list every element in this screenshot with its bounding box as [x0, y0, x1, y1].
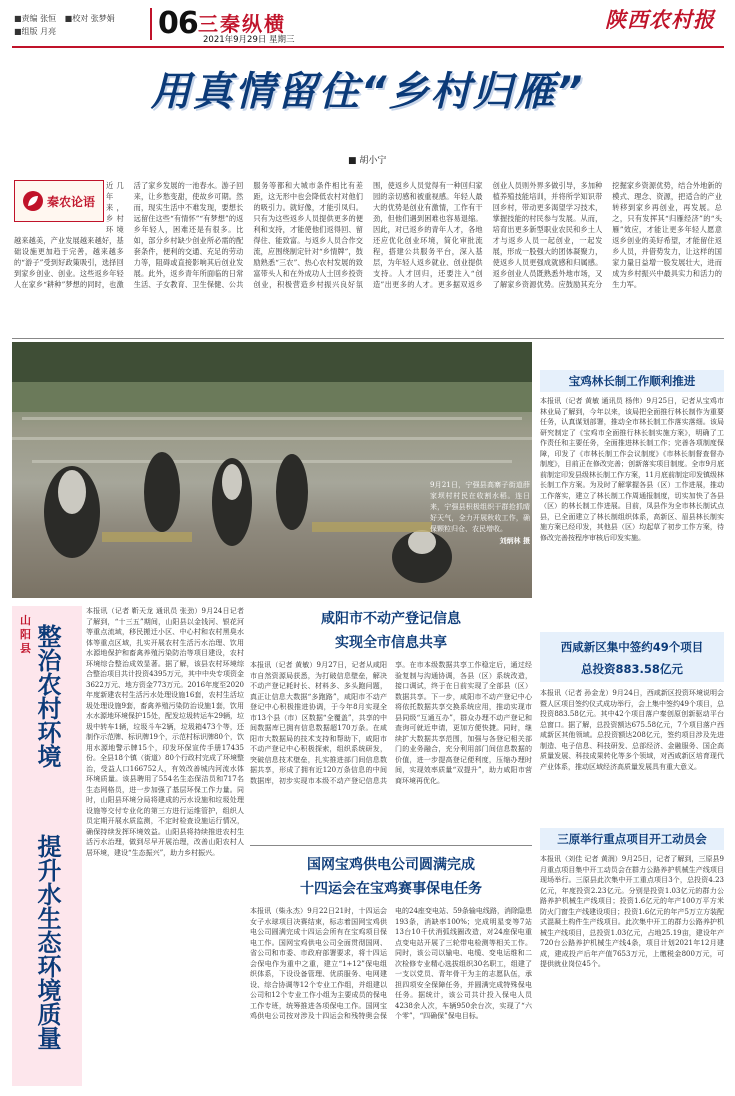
- grid-body: [250, 906, 532, 1078]
- xixian-body: [540, 688, 724, 816]
- shanyang-text: 本报讯（记者 靳天龙 通讯员 张劲）9月24日记者了解到，“十三五”期间，山阳县以金钱河、银花河等重点流域，移民搬迁小区、中心村和农村黑臭水体等重点区域，扎实开展农村生活污水治理、饮用水源地保护和畜禽养殖污染防治等项目建设，农村环境综合整治成效显著。据了解，该县农村环境综合整治项目共计投资4395万元，其中中央专项资金3622万元、地方资金773万元。2016年度至2020年度新建农村生活污水处理设施16套，农村生活垃圾处理设施9套，畜禽养殖污染防治设施1套，饮用水水源地环境保护15处，配发垃圾转运车29辆，垃圾中转车1辆，垃圾斗车2辆，垃圾箱473个等，还制作示范牌、标识牌19个，示范村标识牌80个，饮用水源地警示牌15个，印发环保宣传手册17435份。全县18个镇（街道）80个行政村完成了环境整治，受益人口166752人，有效改善城内河流水体环境质量。该县聘用了554名生态保洁员和717名生态网格员，进一步加强了基层环保工作力量。同时，山阳县环境分局将建成的污水设施和垃圾处理设施等交付专业化的第三方进行运维管护，组织人员定期开展水质监测，不定时检查设施运行情况，确保持续发挥环境效益。山阳县将持续推进农村生活污水治理，做到尽早开展治理，改善山阳农村人居环境，建设“生态振兴”，助力乡村振兴。: [86, 607, 244, 857]
- opinion-body: [14, 180, 722, 340]
- xixian-text: 本报讯（记者 孙金龙）9月24日，西咸新区投资环境说明会暨人区项目签约仪式成功举行，会上集中签约49个项目，总投资883.58亿元。其中42个项目落户秦创原创新驱动平台总窗口。据了解，总投资额达675.58亿元，7个项目落户西咸新区其他领域。总投资额达208亿元，签约项目涉及先进制造、电子信息、科技研发、总部经济、金融服务、国企高质量发展、科技成果转化等多个领域，对西咸新区培育现代产业体系，推动区域经济高质量发展具有重大意义。: [540, 689, 724, 771]
- opinion-text: 近几年来，乡村环境越来越美，产业发展越来越好，基础设施更加趋于完善，越来越多的“游子”受到好政策吸引，选择回到家乡创业、创业。这些返乡年轻人在家乡“耕种”梦想的同时，也激活了家乡发展的一池春水。游子回来，让乡愁变甜，使故乡可期。然而，现实生活中不难发现，要想长远留住这些“有情怀”“有梦想”的返乡年轻人，困难还是有很多。比如，部分乡村缺少创业所必需的配套条件，便利的交通、充足的劳动力等，阻碍或直接影响其后创业发展。此外，返乡青年所面临的日常生活、子女教育、卫生保健、公共服务等都和大城市条件相比有差距，这无形中也会降低农村对他们的吸引力。就好像，才能引凤归。只有为这些返乡人员提供更多的便利和支持，才能使他们返得回、留得住、能致富。与返乡人员合作交流，应围绕制定针对“乡情牌”，鼓励熟悉“三农”、热心农村发展的致富带头人和在外成功人士回乡投资创业，积极营造乡村振兴良好氛围，使返乡人员觉得有一种回归家园的亲切感和被重视感。年轻人最大的优势是创业有激情，工作有干劲，但他们遇到困难也容易退缩。因此，对已返乡的青年人才，各地还应优化创业环境，简化审批流程，搭建公共服务平台，深入基层，为年轻人返乡就业、创业提供支持。人才回归，还要注入“创造”出更多的人才。更多据双返乡创业人员则外界多做引导，多加种植养殖技能培训，并将所学知识带回乡村，带动更多渴望学习技术，掌握技能的村民参与发展。从而，培育出更多新型职业农民和乡土人才与返乡人员一起创业，一起发展，形成一股强大的团体凝聚力，使返乡人员更强成就感和归属感。返乡创业人员既熟悉外地市场，又了解家乡资源优势。应鼓励其充分挖掘家乡资源优势，结合外地新的模式、理念、资源，把适合的产业转移到家乡再创业，再发展。总之，只有发挥其“归雁经济”的“头雁”效应，才能让更多年轻人愿意返乡创业的美好希望，才能留住返乡人员，并借势发力，让这样的国家力量日益增一股发展壮大，进而成为乡村振兴中最具实力和活力的生力军。: [14, 181, 722, 289]
- section-name: 三秦纵横: [198, 12, 286, 36]
- sanyuan-title-bar: [540, 828, 724, 850]
- xianyang-body: [250, 660, 532, 842]
- shanyang-title-line2: 提升水生态环境质量: [33, 834, 62, 1050]
- baoji-title-bar: [540, 370, 724, 392]
- main-headline: 用真情留住“乡村归雁”: [150, 69, 585, 115]
- editor-credit: ■责编 张恒: [14, 14, 57, 23]
- opinion-rule: [12, 338, 724, 339]
- grid-text: 本报讯（柴永杰）9月22日21时，十四运会女子水球项目决赛结束，标志着国网宝鸡供电公司圆满完成十四运会所有在宝鸡项目保电工作。国网宝鸡供电公司全面贯彻国网、省公司和市委、市政府部署要求，将十四运会保电作为重中之重，建立“1+12”保电组织体系，下设设备管理、优质服务、电网建设、综合协调等12个专业工作组，并组建以公司和12个专业工作小组为主要成员的保电工作专班，统筹推进各项保电工作。国网宝鸡供电公司按对涉及十四运会和残特奥会保电的24座变电站、59条输电线路，消除隐患193条，消缺率100%；完成明星变等7站13台10千伏消弧线圈改造，对24座保电重点变电站开展了三轮带电检测等相关工作。同时，该公司以输电、电缆、变电运维和二次检修专业精心选拔组织30名职工，组建了一支以党员、青年骨干为主的志愿队伍，承担四项安全保障任务，并圆满完成特殊保电任务。据统计，该公司共计投入保电人员4238余人次，车辆950余台次，实现了“六个零”，“四确保”保电目标。: [250, 907, 532, 1020]
- proofreader-credit: ■校对 张梦娟: [64, 14, 115, 23]
- xianyang-text: 本报讯（记者 黄敏）9月27日，记者从咸阳市自然资源局获悉，为打破信息壁垒，解决不动产登记耗时长、材料多、多头跑问题，真正让信息大数据“多跑路”，咸阳市不动产登记中心积极推进协调，于今年8月实现全市13个县（市）区数据“全覆盖”，共享的中间数据库已拥有信息数据超170万条。在咸阳市大数据局的技术支持和帮助下，咸阳市不动产登记中心积极探索，组织系统研发，突破信息技术壁垒，扎实推进部门间信息数据共享，形成了拥有近120万条信息的中间数据库，初步实现市本级不动产登记信息共享。在市本级数据共享工作稳定后，通过经验复制与沟通协调，各县（区）系统改造，接口调试，终于在日前实现了全部县（区）数据共享。下一步，咸阳市不动产登记中心将依托数据共享交换系统应用，推动实现市县同级“互通互办”，群众办理不动产登记和查询可就近申请，更加方便快捷。同时，继续扩大数据共享范围，加强与各登记相关部门的业务融合，充分利用部门间信息数据的价值，进一步提高登记便利度，压缩办理时间，实现效率质量“双提升”，助力咸阳市营商环境再优化。: [250, 661, 532, 785]
- grid-article: [250, 850, 532, 1086]
- shanyang-title-line1: 整治农村环境: [33, 624, 62, 768]
- center-rule: [250, 845, 532, 846]
- layout-credit: ■组版 月亮: [14, 27, 57, 36]
- county-tag: 山阳县: [20, 614, 31, 655]
- baoji-text: 本报讯（记者 黄敏 通讯员 杨伟）9月25日，记者从宝鸡市林业局了解到，今年以来，该局把全面推行林长制作为重要任务，认真谋划部署，推动全市林长制工作落实落细。该局研究制定了《宝鸡市全面推行林长制实施方案》，明确了工作责任和主要任务，全面推进林长制工作；完善各项制度保障，印发了《市林长制工作会议制度》《市林长制督查督办制度》，目前正在修改完善；创新落实项目制度。全市9月底前制定印发县级林长制工作方案，11月底前制定印发镇级林长制工作方案。为及时了解掌握各县（区）工作进展，推动工作落实，建立了林长制工作周通报制度，切实加快了各县（区）的林长制工作进展。目前，凤县作为全市林长制试点县，已全面建立了林长制组织体系，高新区、眉县林长制实施方案已经印发，其他县（区）均起草了初步工作方案，待修改完善按程序审核后印发实施。: [540, 397, 724, 542]
- shanyang-title-panel: [12, 606, 82, 1086]
- baoji-body: [540, 396, 724, 618]
- photo-caption: [430, 480, 530, 590]
- baoji-title: 宝鸡林长制工作顺利推进: [568, 374, 696, 388]
- sanyuan-title: 三原举行重点项目开工动员会: [557, 832, 707, 846]
- opinion-author: ■ 胡小宁: [348, 156, 387, 166]
- xianyang-article: [250, 606, 532, 844]
- photo-credit: 刘炳林 摄: [499, 536, 530, 545]
- xixian-title-line2: 总投资883.58亿元: [581, 662, 683, 676]
- sanyuan-body: [540, 854, 724, 1086]
- xianyang-title-line1: 咸阳市不动产登记信息: [321, 611, 461, 627]
- grid-title-line2: 十四运会在宝鸡赛事保电任务: [300, 881, 482, 897]
- sanyuan-text: 本报讯（刘佳 记者 黄润）9月25日，记者了解到，三原县9月重点项目集中开工动员会在群力公路养护机械生产线项目现场举行。三原县此次集中开工重点项目3个，总投资4.23亿元，年度投资2.23亿元。分别是投资1.03亿元的群力公路养护机械生产线项目；投资1.6亿元的年产100万平方米防火门窗生产线建设项目；投资1.6亿元的年产5万立方装配式混凝土构件生产线项目。此次集中开工的群力公路养护机械生产线项目，总投资1.03亿元，占地25.19亩，建设年产720台公路养护机械生产线4条，项目计划2021年12月建成，建成投产后年产值7653万元，上缴税金800万元，可提供就业岗位45个。: [540, 855, 724, 968]
- xixian-title-box: [540, 632, 724, 682]
- grid-title-line1: 国网宝鸡供电公司圆满完成: [307, 857, 475, 873]
- xianyang-title-line2: 实现全市信息共享: [335, 635, 447, 651]
- issue-date: 2021年9月29日 星期三: [203, 35, 295, 45]
- header-rule: [12, 46, 724, 48]
- editor-credits: [14, 12, 144, 38]
- xixian-title-line1: 西咸新区集中签约49个项目: [560, 640, 704, 654]
- header-divider: [150, 8, 152, 40]
- page-number: 06: [158, 6, 198, 41]
- photo-caption-text: 9月21日，宁强县高寨子街道薛家坝村村民在收割水稻。连日来，宁强县积极组织干群抢抓晴好天气，全力开展秋收工作，确保颗粒归仓、农民增收。: [430, 481, 530, 533]
- column-badge-label: 秦农论语: [47, 195, 96, 209]
- masthead-logo: 陕西农村报: [605, 7, 715, 32]
- badge-spacer: [14, 180, 106, 228]
- shanyang-body: [86, 606, 244, 1086]
